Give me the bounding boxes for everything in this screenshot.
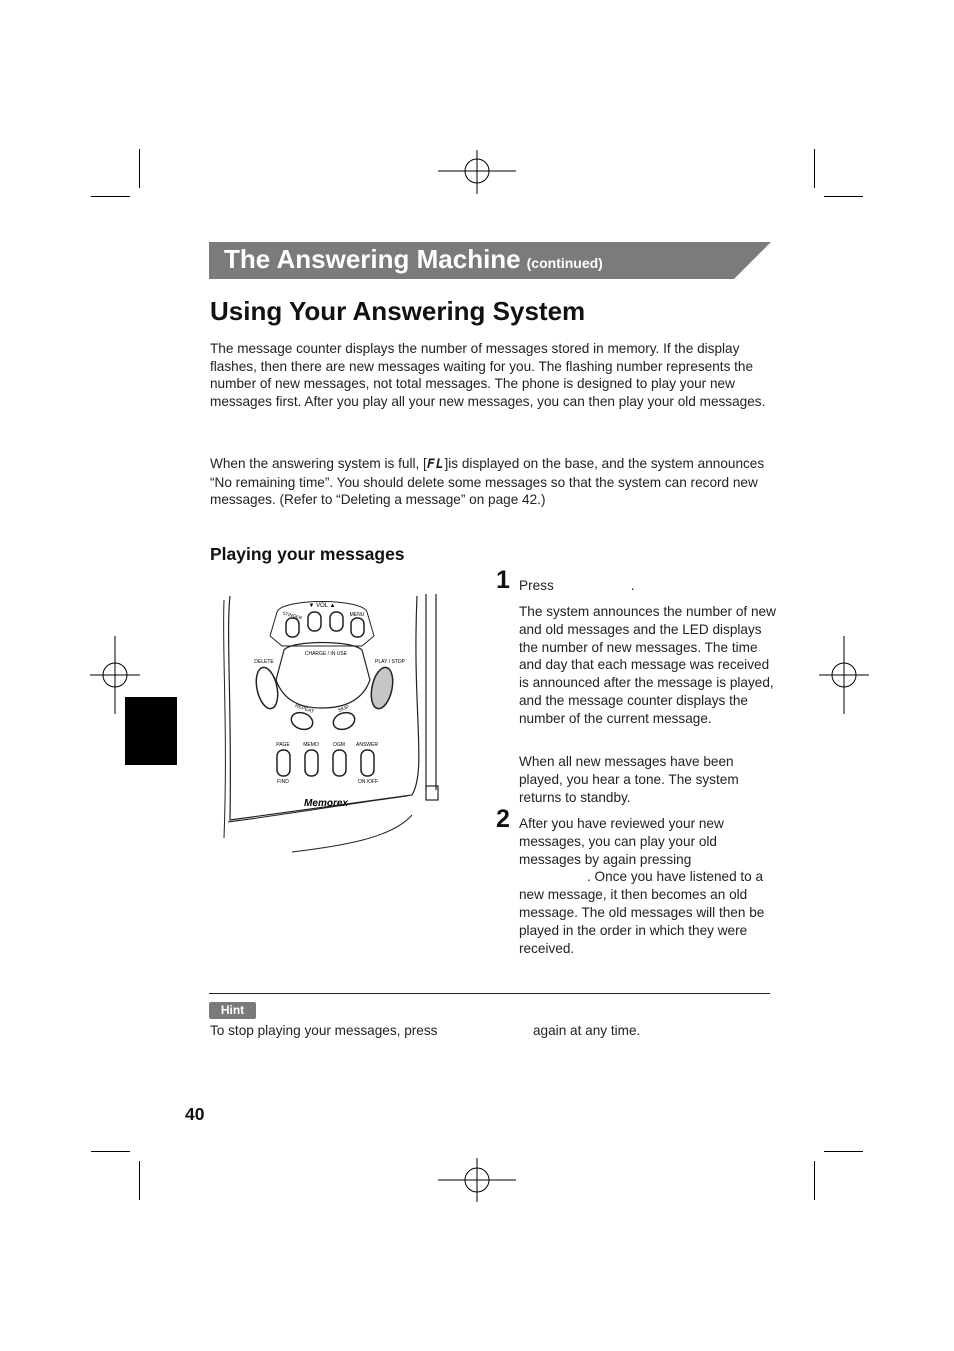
crop-mark	[814, 1161, 815, 1200]
step-number: 1	[496, 566, 510, 594]
crop-mark	[139, 1161, 140, 1200]
section-title: Playing your messages	[210, 544, 405, 564]
hint-divider	[209, 993, 770, 994]
step-2-instruction: After you have reviewed your new messages, you can play your old messages by again pressing . Once you have listened to a new message, it then becomes an old message. The old messages will then be played in the order in which they were received.	[519, 816, 765, 956]
step-1-detail: The system announces the number of new and old messages and the LED displays the number of new messages. The time and day that each message was received is announced after the message is played, and the message counter displays the number of the current message.	[519, 604, 776, 726]
crop-mark	[91, 1151, 130, 1152]
section-tab	[125, 697, 177, 765]
registration-mark-bottom	[438, 1158, 516, 1202]
page-title: Using Your Answering System	[210, 296, 586, 326]
memory-full-paragraph: When the answering system is full, [FL]is displayed on the base, and the system announces “No remaining time”. You should delete some messages so that the system can record new messages. (Refer to “Deleting a message” on page 42.)	[210, 456, 765, 508]
hint-text: To stop playing your messages, press	[210, 1023, 438, 1038]
menu-label: MENU	[349, 612, 365, 618]
charge-label: CHARGE / IN USE	[304, 651, 348, 657]
step-1-instruction: Press .	[519, 578, 635, 593]
hint-text-end: again at any time.	[533, 1023, 641, 1038]
banner-subtitle: (continued)	[526, 255, 603, 271]
ogm-label: OGM	[333, 742, 345, 748]
page-number: 40	[185, 1104, 205, 1124]
intro-paragraph: The message counter displays the number of messages stored in memory. If the display flashes, then there are new messages waiting for you. The flashing number represents the number of new messages, not total messages. The phone is designed to play your new messages first. After you play all your new messages, you can then play your old messages.	[210, 341, 766, 410]
stinger-label: STINGER	[282, 610, 303, 621]
crop-mark	[91, 196, 130, 197]
page-label: PAGE	[276, 742, 290, 748]
chapter-banner	[209, 242, 771, 279]
step-number: 2	[496, 805, 510, 833]
memo-label: MEMO	[303, 742, 319, 748]
registration-mark-right	[819, 636, 869, 714]
display-code: FL	[426, 457, 445, 472]
answering-machine-illustration	[222, 590, 447, 860]
crop-mark	[814, 149, 815, 188]
step-1-detail: When all new messages have been played, you hear a tone. The system returns to standby.	[519, 754, 739, 805]
repeat-label: REPEAT	[294, 702, 315, 716]
crop-mark	[824, 1151, 863, 1152]
vol-label: ▼ VOL ▲	[308, 603, 336, 609]
delete-label: DELETE	[254, 659, 274, 665]
find-label: FIND	[277, 779, 289, 785]
hint-badge: Hint	[209, 1002, 256, 1019]
registration-mark-top	[438, 150, 516, 194]
banner-title: The Answering Machine (continued)	[224, 244, 603, 274]
crop-mark	[824, 196, 863, 197]
crop-mark	[139, 149, 140, 188]
answer-label: ANSWER	[356, 742, 378, 748]
on-off-label: ON /OFF	[357, 779, 379, 785]
play-stop-label: PLAY / STOP	[374, 659, 406, 665]
brand-logo: Memorex	[304, 798, 348, 809]
skip-label: SKIP	[337, 704, 351, 714]
